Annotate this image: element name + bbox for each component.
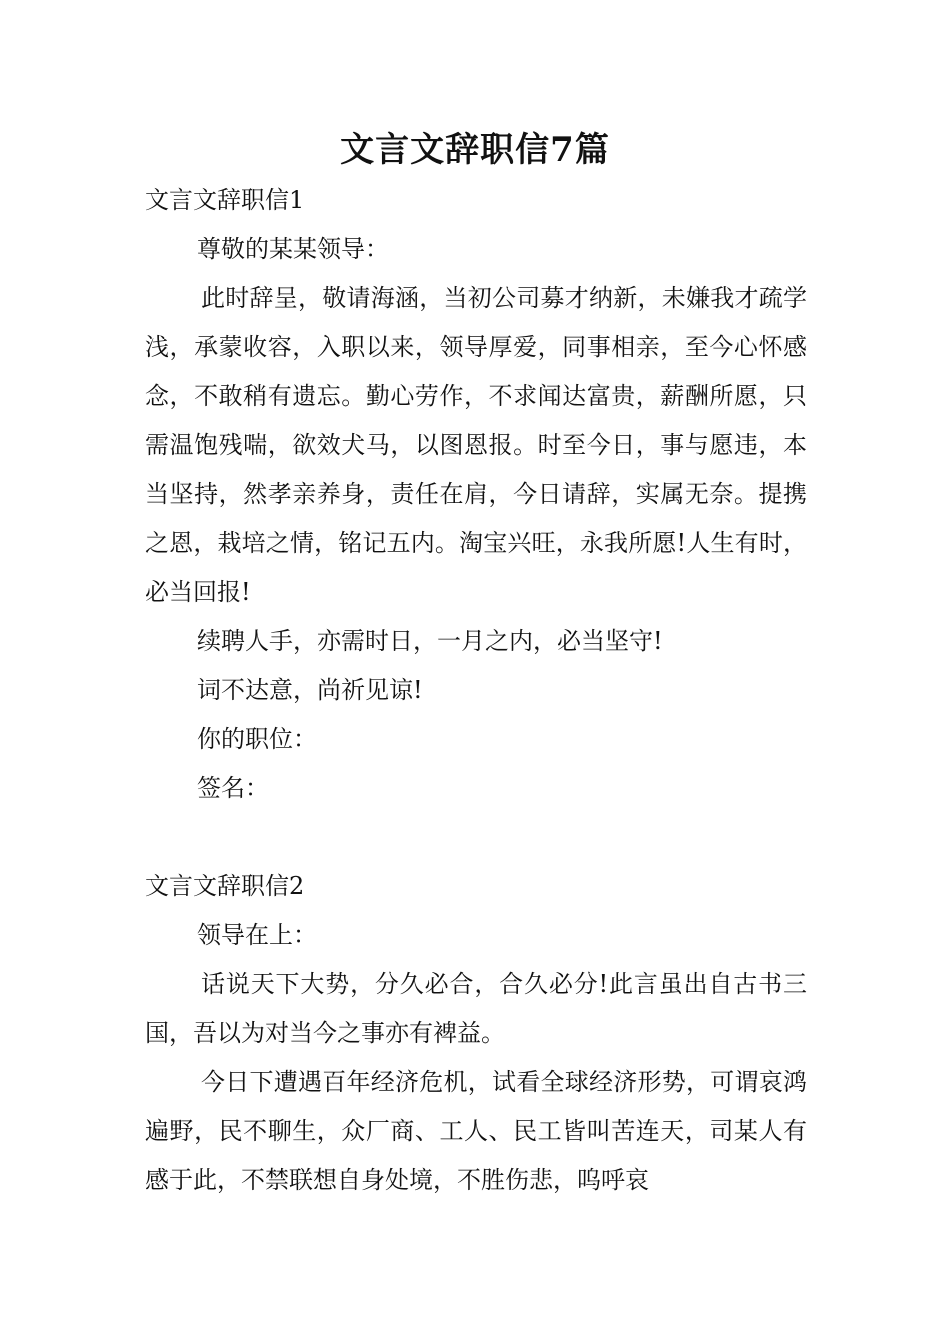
section-2-paragraph-2: 今日下遭遇百年经济危机，试看全球经济形势，可谓哀鸿遍野，民不聊生，众厂商、工人、民工皆叫苦连天，司某人有感于此，不禁联想自身处境，不胜伤悲，呜呼哀: [145, 1068, 807, 1194]
section-1-heading: 文言文辞职信1: [145, 186, 305, 214]
signature-label: 签名：: [197, 774, 269, 802]
position-label: 你的职位：: [197, 725, 317, 753]
document-title: 文言文辞职信7篇: [340, 130, 610, 170]
section-2-salutation: 领导在上：: [197, 921, 317, 949]
section-1-paragraph-3: 词不达意，尚祈见谅!: [197, 676, 423, 704]
section-2-heading: 文言文辞职信2: [145, 872, 305, 900]
section-1-salutation: 尊敬的某某领导：: [197, 235, 389, 263]
section-1-paragraph-1: 此时辞呈，敬请海涵，当初公司募才纳新，未嫌我才疏学浅，承蒙收容，入职以来，领导厚爱，同事相亲，至今心怀感念，不敢稍有遗忘。勤心劳作，不求闻达富贵，薪酬所愿，只需温饱残喘，欲效犬马，以图恩报。时至今日，事与愿违，本当坚持，然孝亲养身，责任在肩，今日请辞，实属无奈。提携之恩，栽培之情，铭记五内。淘宝兴旺，永我所愿!人生有时，必当回报!: [145, 284, 807, 606]
document-body: [145, 176, 807, 1205]
section-gap: [145, 813, 807, 862]
section-1-paragraph-2: 续聘人手，亦需时日，一月之内，必当坚守!: [197, 627, 663, 655]
section-2-paragraph-1: 话说天下大势，分久必合，合久必分!此言虽出自古书三国，吾以为对当今之事亦有裨益。: [145, 970, 807, 1047]
